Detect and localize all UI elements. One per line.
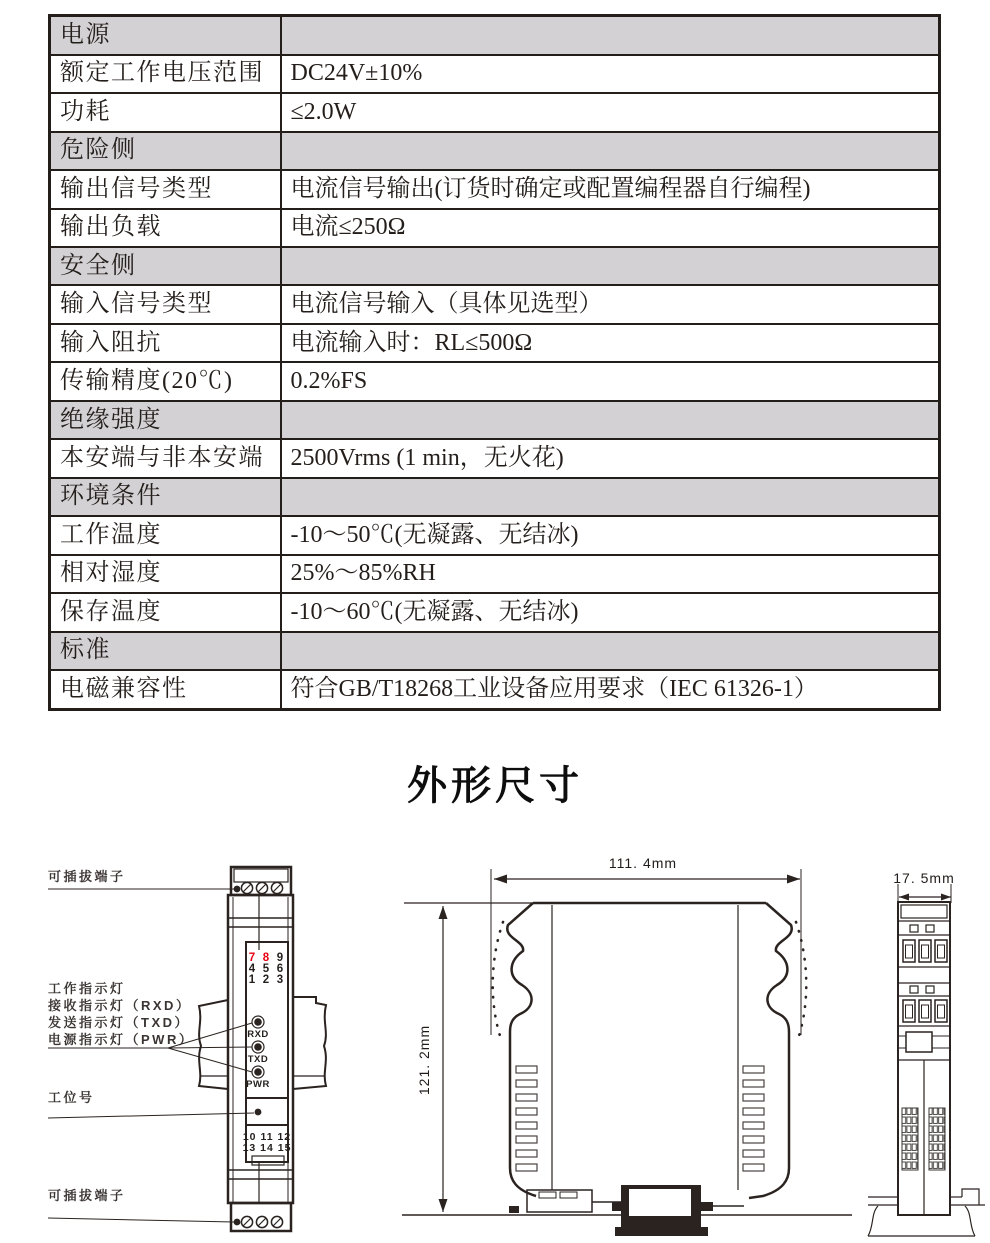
arrowhead-icon <box>941 894 951 901</box>
bottom-terminal-block <box>231 1203 291 1231</box>
bottom-numbers-row2: 13 14 15 <box>242 1142 292 1154</box>
module-side-profile <box>493 903 807 1236</box>
din-rail-foot <box>509 1190 622 1213</box>
din-rail-clip <box>612 1185 744 1236</box>
height-dim-text: 121. 2mm <box>416 1024 432 1096</box>
spec-label-cell: 额定工作电压范围 <box>50 55 281 93</box>
module-end-profile <box>898 902 950 1215</box>
spec-row <box>50 516 940 554</box>
spec-section-row <box>50 247 940 285</box>
base-break-outline <box>868 1206 975 1236</box>
spec-label-cell: 输入信号类型 <box>50 285 281 323</box>
width-dim-text: 111. 4mm <box>608 855 678 871</box>
spec-value-cell: 符合GB/T18268工业设备应用要求（IEC 61326-1） <box>281 670 940 709</box>
terminal-slots-top <box>903 940 947 962</box>
spec-label-cell: 安全侧 <box>50 247 281 285</box>
spec-value-cell: 电流输入时：RL≤500Ω <box>281 324 940 362</box>
led-txd <box>248 1041 269 1065</box>
arrowhead-icon <box>439 906 448 919</box>
led-rxd-label: RXD <box>247 1029 269 1040</box>
depth-dimension <box>893 870 954 903</box>
spec-label-cell: 输入阻抗 <box>50 324 281 362</box>
terminal-2: 2 <box>262 974 270 986</box>
led-pwr-label: PWR <box>246 1079 270 1090</box>
tag-holder <box>898 1032 950 1052</box>
spec-label-cell: 危险侧 <box>50 132 281 170</box>
spec-label-cell: 工作温度 <box>50 516 281 554</box>
vent-slots-right <box>743 1066 764 1171</box>
spec-label-cell: 传输精度(20℃) <box>50 362 281 400</box>
spec-table <box>48 14 941 711</box>
bottom-terminal-label: 可插拔端子 <box>48 1188 126 1203</box>
module-body <box>228 895 293 1203</box>
spec-row <box>50 362 940 400</box>
spec-value-cell <box>281 478 940 516</box>
din-rail-section <box>868 1189 985 1236</box>
screw-icon <box>241 882 282 893</box>
depth-dim-text: 17. 5mm <box>893 870 955 886</box>
indicator-label-pwr: 电源指示灯（PWR） <box>48 1032 195 1047</box>
spec-value-cell: 25%～85%RH <box>281 555 940 593</box>
bottom-numbers-row1: 10 11 12 <box>242 1131 292 1143</box>
spec-value-cell <box>281 247 940 285</box>
spec-value-cell <box>281 132 940 170</box>
terminal-8: 8 <box>262 952 270 964</box>
spec-label-cell: 绝缘强度 <box>50 401 281 439</box>
terminal-cover-travel-dots <box>493 922 503 1042</box>
spec-row <box>50 439 940 477</box>
terminal-6: 6 <box>276 963 284 975</box>
spec-value-cell: -10～50℃(无凝露、无结冰) <box>281 516 940 554</box>
spec-row <box>50 170 940 208</box>
spec-label-cell: 保存温度 <box>50 593 281 631</box>
indicator-label-run: 工作指示灯 <box>48 981 126 996</box>
leader-dot <box>234 1219 241 1226</box>
spec-value-cell: 电流≤250Ω <box>281 209 940 247</box>
spec-label-cell: 本安端与非本安端 <box>50 439 281 477</box>
arrowhead-icon <box>494 875 507 884</box>
spec-row <box>50 55 940 93</box>
spec-label-cell: 环境条件 <box>50 478 281 516</box>
spec-row <box>50 593 940 631</box>
spec-section-row <box>50 16 940 55</box>
spec-row <box>50 324 940 362</box>
side-view-drawing <box>402 855 852 1236</box>
spec-section-row <box>50 132 940 170</box>
spec-value-cell: 电流信号输入（具体见选型） <box>281 285 940 323</box>
station-label: 工位号 <box>48 1090 95 1105</box>
spec-section-row <box>50 478 940 516</box>
terminal-9: 9 <box>276 952 284 964</box>
terminal-number-grid <box>249 952 283 986</box>
terminal-3: 3 <box>276 974 284 986</box>
width-dimension <box>491 855 801 1035</box>
spec-value-cell <box>281 16 940 55</box>
top-terminal-block <box>231 867 291 895</box>
top-terminal-label: 可插拔端子 <box>48 869 126 884</box>
terminal-5: 5 <box>262 963 270 975</box>
terminal-1: 1 <box>248 974 256 986</box>
spec-row <box>50 670 940 709</box>
spec-row <box>50 209 940 247</box>
indicator-label-rxd: 接收指示灯（RXD） <box>48 998 192 1013</box>
spec-value-cell: 2500Vrms (1 min，无火花) <box>281 439 940 477</box>
screw-icon <box>241 1216 282 1227</box>
spec-value-cell: 电流信号输出(订货时确定或配置编程器自行编程) <box>281 170 940 208</box>
spec-row <box>50 285 940 323</box>
spec-value-cell: DC24V±10% <box>281 55 940 93</box>
spec-value-cell <box>281 632 940 670</box>
station-tag-area <box>246 1098 288 1125</box>
page-title: 外形尺寸 <box>407 764 583 808</box>
spec-value-cell: ≤2.0W <box>281 93 940 131</box>
outline-dimension-drawings <box>0 845 990 1243</box>
rail-hook <box>962 1189 979 1205</box>
spec-row <box>50 93 940 131</box>
led-txd-label: TXD <box>247 1054 269 1065</box>
spec-value-cell <box>281 401 940 439</box>
spec-label-cell: 相对湿度 <box>50 555 281 593</box>
spec-label-cell: 输出信号类型 <box>50 170 281 208</box>
spec-label-cell: 标准 <box>50 632 281 670</box>
led-rxd <box>247 1016 269 1040</box>
spec-value-cell: 0.2%FS <box>281 362 940 400</box>
arrowhead-icon <box>787 875 800 884</box>
front-view-drawing <box>47 867 326 1231</box>
terminal-7: 7 <box>248 952 256 964</box>
arrowhead-icon <box>899 894 909 901</box>
spec-row <box>50 555 940 593</box>
end-view-drawing <box>868 870 985 1236</box>
terminal-slots-bottom <box>903 1000 947 1022</box>
indicator-labels <box>47 981 252 1072</box>
vent-slots-left <box>516 1066 537 1171</box>
spec-section-row <box>50 401 940 439</box>
spec-label-cell: 功耗 <box>50 93 281 131</box>
spec-label-cell: 电磁兼容性 <box>50 670 281 709</box>
terminal-4: 4 <box>248 963 256 975</box>
leader-dot <box>234 886 241 893</box>
spec-label-cell: 输出负载 <box>50 209 281 247</box>
spec-value-cell: -10～60℃(无凝露、无结冰) <box>281 593 940 631</box>
arrowhead-icon <box>439 1199 448 1212</box>
spec-label-cell: 电源 <box>50 16 281 55</box>
indicator-label-txd: 发送指示灯（TXD） <box>48 1015 191 1030</box>
led-pwr <box>246 1066 270 1090</box>
spec-section-row <box>50 632 940 670</box>
height-dimension <box>402 903 852 1215</box>
